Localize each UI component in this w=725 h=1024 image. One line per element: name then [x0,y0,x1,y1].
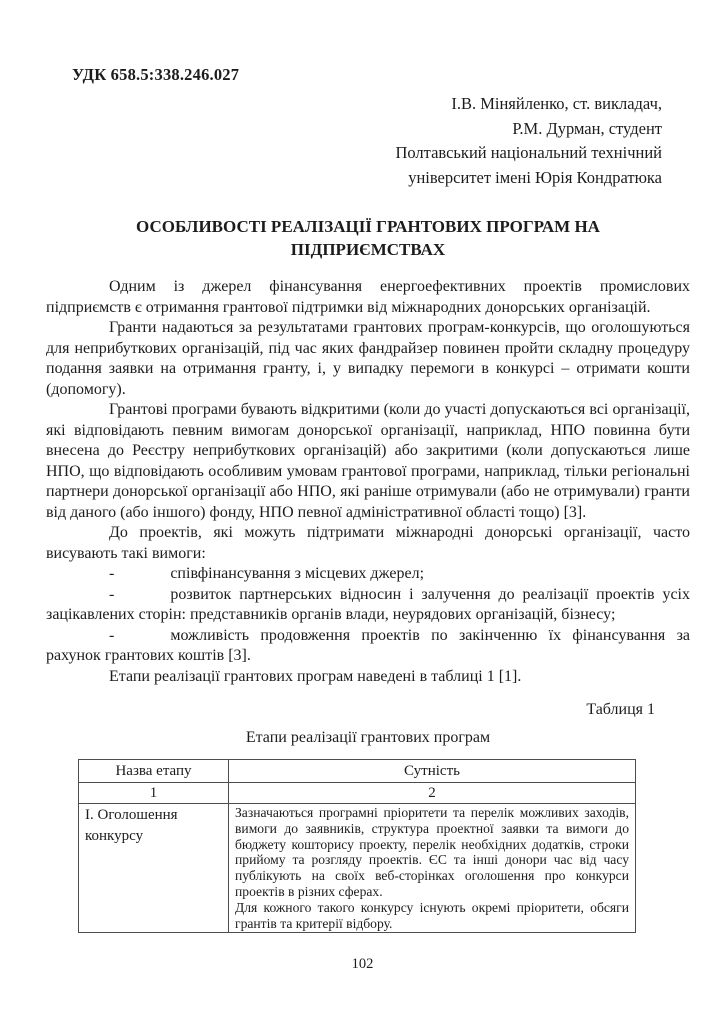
table-number-row [79,783,636,804]
stage-essence-cell [229,804,636,933]
paragraph: Одним із джерел фінансування енергоефективних проектів промислових підприємств є отримання грантової підтримки від міжнародних донорських організацій. [46,278,690,316]
column-number: 1 [79,783,229,804]
article-body [46,277,690,687]
paragraph: Гранти надаються за результатами грантових програм-конкурсів, що оголошуються для неприбуткових організацій, під час яких фандрайзер повинен пройти складну процедуру подання заявки на отримання гранту, і, у випадку перемоги в конкурсі – отримати кошти (допомогу). [46,319,690,398]
list-item-text: розвиток партнерських відносин і залучення до реалізації проектів усіх зацікавлених сторін: представників органів влади, неурядових організацій, бізнесу; [46,585,690,623]
table-header-row [79,760,636,783]
list-item [46,564,690,585]
affiliation-line: університет імені Юрія Кондратюка [408,167,662,187]
paragraph: До проектів, які можуть підтримати міжнародні донорські організації, часто висувають такі вимоги: [46,524,690,562]
article-title: ОСОБЛИВОСТІ РЕАЛІЗАЦІЇ ГРАНТОВИХ ПРОГРАМ НА ПІДПРИЄМСТВАХ [136,217,600,259]
list-item-dash: - [109,585,115,603]
stages-table [78,759,636,933]
stage-name-cell: І. Оголошення конкурсу [79,804,229,933]
udc-code: УДК 658.5:338.246.027 [72,65,240,84]
column-number: 2 [229,783,636,804]
table-title: Етапи реалізації грантових програм [245,729,491,746]
list-item [46,626,690,667]
column-header-essence: Сутність [229,760,636,783]
paragraph: Етапи реалізації грантових програм наведені в таблиці 1 [1]. [109,667,522,685]
page-number: 102 [351,956,374,972]
author-line: І.В. Міняйленко, ст. викладач, [451,94,662,113]
table-caption: Таблиця 1 [586,701,655,718]
list-item-text: можливість продовження проектів по закінченню їх фінансування за рахунок грантових коштів [3]. [46,626,690,664]
essence-paragraph: Для кожного такого конкурсу існують окремі пріоритети, обсяги грантів та критерії відбору. [235,899,629,931]
author-line: Р.М. Дурман, студент [512,118,662,138]
table-row [79,804,636,933]
affiliation-line: Полтавський національний технічний [395,143,662,162]
list-item [46,585,690,626]
essence-paragraph: Зазначаються програмні пріоритети та перелік можливих заходів, вимоги до заявників, структура проектної заявки та вимоги до бюджету кошторису проекту, перелік необхідних додатків, строки прийому та розгляду проектів. ЄС та інші донори час від часу публікують на своїх веб-сторінках оголошення про конкурси проектів в різних сферах. [235,805,629,899]
list-item-text: співфінансування з місцевих джерел; [170,565,425,582]
list-item-dash: - [109,565,115,582]
column-header-stage: Назва етапу [79,760,229,783]
paragraph: Грантові програми бувають відкритими (коли до участі допускаються всі організації, які відповідають певним вимогам донорської організації, наприклад, НПО повинна бути внесена до Реєстру неприбуткових організацій) або закритими (коли допускаються лише НПО, що відповідають особливим умовам грантової програми, наприклад, тільки регіональні партнери донорської організації або НПО, які раніше отримували (або не отримували) гранти від даного (або іншого) фонду, НПО певної адміністративної області тощо) [3]. [46,401,690,521]
list-item-dash: - [109,626,115,644]
author-block [46,92,662,190]
